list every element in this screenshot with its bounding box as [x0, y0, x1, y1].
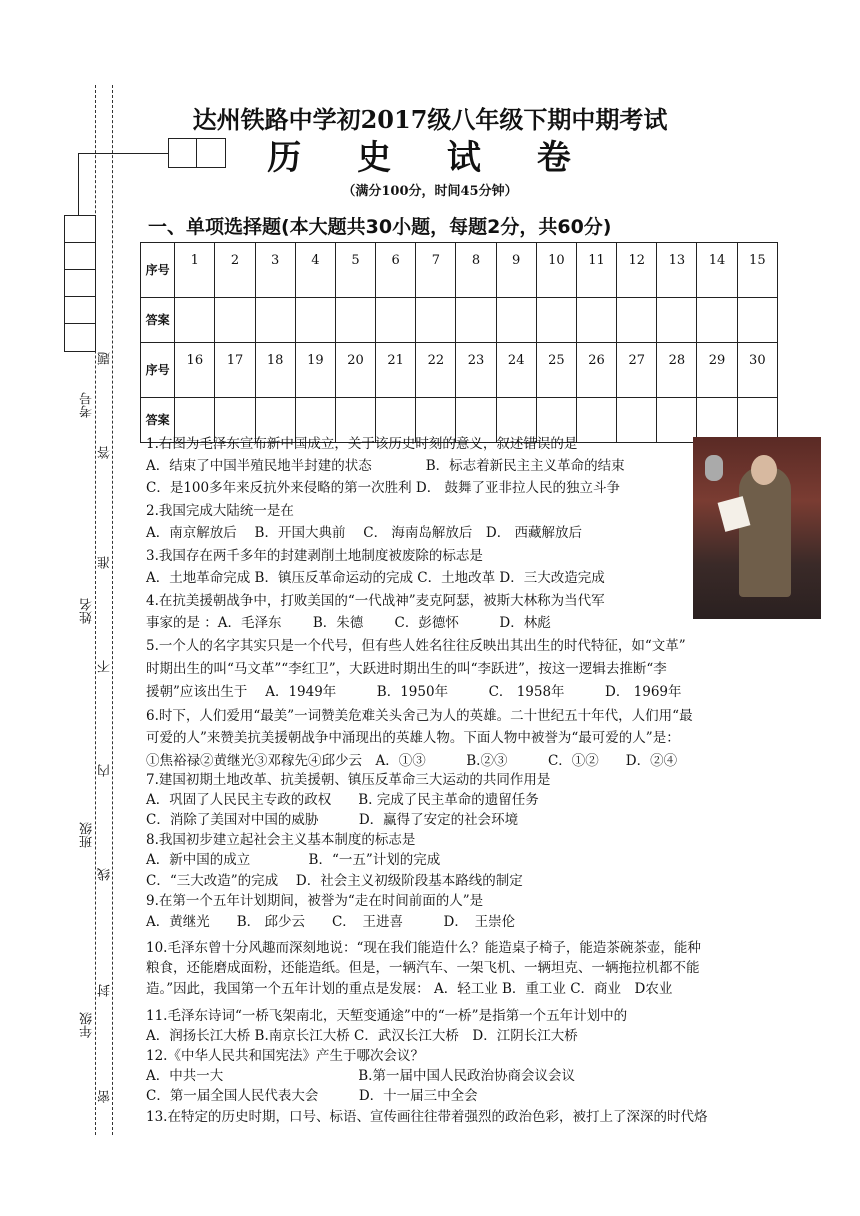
question-number-cell: 18 [255, 343, 295, 398]
question-line: 9.在第一个五年计划期间，被誉为“走在时间前面的人”是 [146, 893, 484, 909]
question-number-cell: 16 [175, 343, 215, 398]
table-row [141, 343, 778, 398]
row-header-number: 序号 [141, 243, 175, 298]
question-number-cell: 3 [255, 243, 295, 298]
seal-char: 封 [98, 984, 113, 997]
question-line: 可爱的人”来赞美抗美援朝战争中涌现出的英雄人物。下面人物中被誉为“最可爱的人”是： [146, 730, 680, 746]
question-option-line: A．巩固了人民民主专政的政权 B. 完成了民主革命的遗留任务 [146, 792, 539, 808]
question-number-cell: 12 [617, 243, 657, 298]
exam-id-label: 考号 [80, 392, 95, 418]
question-line: 1.右图为毛泽东宣布新中国成立，关于该历史时刻的意义，叙述错误的是 [146, 436, 578, 452]
question-option-line: 造。”因此，我国第一个五年计划的重点是发展： A．轻工业 B．重工业 C．商业 D农业 [146, 981, 673, 997]
section-heading: 一、单项选择题(本大题共30小题，每题2分，共60分) [148, 216, 612, 238]
question-option-line: C．是100多年来反抗外来侵略的第一次胜利 D． 鼓舞了亚非拉人民的独立斗争 [146, 480, 621, 496]
question-line: 8.我国初步建立起社会主义基本制度的标志是 [146, 832, 416, 848]
binding-dashed-line-inner [112, 85, 113, 1135]
seal-char: 答 [98, 446, 113, 459]
question-number-cell: 28 [657, 343, 697, 398]
question-line: 13.在特定的历史时期，口号、标语、宣传画往往带着强烈的政治色彩，被打上了深深的时代烙 [146, 1109, 708, 1125]
answer-table [140, 242, 778, 443]
answer-cell[interactable] [376, 298, 416, 343]
question-number-cell: 15 [737, 243, 777, 298]
question-number-cell: 23 [456, 343, 496, 398]
answer-cell[interactable] [657, 398, 697, 443]
question-line: 3.我国存在两千多年的封建剥削土地制度被废除的标志是 [146, 548, 483, 564]
table-row [141, 243, 778, 298]
answer-cell[interactable] [416, 298, 456, 343]
answer-cell[interactable] [496, 298, 536, 343]
question-line: 时期出生的叫“马文革”“李红卫”，大跃进时期出生的叫“李跃进”，按这一逻辑去推断“李 [146, 661, 667, 677]
answer-cell[interactable] [536, 298, 576, 343]
microphone-shape [705, 455, 723, 481]
answer-cell[interactable] [255, 298, 295, 343]
question-option-line: A．土地革命完成 B．镇压反革命运动的完成 C．土地改革 D．三大改造完成 [146, 570, 605, 586]
question-number-cell: 21 [376, 343, 416, 398]
answer-cell[interactable] [576, 298, 616, 343]
answer-cell[interactable] [576, 398, 616, 443]
question-number-cell: 10 [536, 243, 576, 298]
row-header-answer: 答案 [141, 298, 175, 343]
question-number-cell: 13 [657, 243, 697, 298]
question-number-cell: 7 [416, 243, 456, 298]
seal-char: 准 [98, 556, 113, 569]
question-number-cell: 25 [536, 343, 576, 398]
table-row [141, 298, 778, 343]
seal-char: 题 [98, 352, 113, 365]
answer-cell[interactable] [697, 398, 737, 443]
question-number-cell: 26 [576, 343, 616, 398]
name-label: 姓名 [80, 598, 95, 624]
question-number-cell: 19 [295, 343, 335, 398]
row-header-answer: 答案 [141, 398, 175, 443]
question-number-cell: 14 [697, 243, 737, 298]
question-option-line: C．消除了美国对中国的威胁 D．赢得了安定的社会环境 [146, 812, 519, 828]
question-number-cell: 1 [175, 243, 215, 298]
question-number-cell: 6 [376, 243, 416, 298]
answer-cell[interactable] [737, 298, 777, 343]
exam-note: （满分100分，时间45分钟） [342, 184, 518, 199]
answer-cell[interactable] [175, 298, 215, 343]
question-line: 12.《中华人民共和国宪法》产生于哪次会议？ [146, 1048, 424, 1064]
answer-cell[interactable] [617, 298, 657, 343]
question-option-line: A．南京解放后 B．开国大典前 C． 海南岛解放后 D． 西藏解放后 [146, 525, 582, 541]
answer-cell[interactable] [215, 298, 255, 343]
question-option-line: A．新中国的成立 B．“一五”计划的完成 [146, 852, 441, 868]
exam-title: 达州铁路中学初2017级八年级下期中期考试 [192, 105, 668, 134]
question-option-line: A．润扬长江大桥 B.南京长江大桥 C．武汉长江大桥 D．江阴长江大桥 [146, 1028, 578, 1044]
question-number-cell: 29 [697, 343, 737, 398]
question-number-cell: 20 [335, 343, 375, 398]
question-number-cell: 8 [456, 243, 496, 298]
answer-cell[interactable] [617, 398, 657, 443]
speaker-figure [739, 467, 791, 597]
seal-char: 内 [98, 764, 113, 777]
answer-cell[interactable] [657, 298, 697, 343]
answer-cell[interactable] [697, 298, 737, 343]
row-header-number: 序号 [141, 343, 175, 398]
question-number-cell: 30 [737, 343, 777, 398]
question-line: 5.一个人的名字其实只是一个代号，但有些人姓名往往反映出其出生的时代特征，如“文革” [146, 638, 686, 654]
question-line: 2.我国完成大陆统一是在 [146, 503, 294, 519]
seat-number-box[interactable] [64, 242, 96, 271]
question-option-line: C．“三大改造”的完成 D．社会主义初级阶段基本路线的制定 [146, 873, 523, 889]
answer-cell[interactable] [737, 398, 777, 443]
question-line: 10.毛泽东曾十分风趣而深刻地说：“现在我们能造什么？能造桌子椅子，能造茶碗茶壶，能种 [146, 940, 701, 956]
answer-cell[interactable] [335, 298, 375, 343]
seat-number-box[interactable] [64, 323, 96, 352]
question-number-cell: 24 [496, 343, 536, 398]
seal-char: 线 [98, 868, 113, 881]
question-line: 11.毛泽东诗词“一桥飞架南北，天堑变通途”中的“一桥”是指第一个五年计划中的 [146, 1008, 628, 1024]
question-number-cell: 11 [576, 243, 616, 298]
question-option-line: A．黄继光 B． 邱少云 C． 王进喜 D． 王崇伦 [146, 914, 516, 930]
question-number-cell: 27 [617, 343, 657, 398]
question-number-cell: 5 [335, 243, 375, 298]
seat-number-box[interactable] [64, 296, 96, 325]
answer-cell[interactable] [295, 298, 335, 343]
question-option-line: 援朝”应该出生于 A．1949年 B．1950年 C． 1958年 D． 1969年 [146, 684, 682, 700]
grade-label: 年级 [80, 1012, 95, 1038]
question-line: 6.时下，人们爱用“最美”一词赞美危难关头舍己为人的英雄。二十世纪五十年代，人们用“最 [146, 708, 693, 724]
question-number-cell: 22 [416, 343, 456, 398]
question-number-cell: 4 [295, 243, 335, 298]
question-option-line: A．结束了中国半殖民地半封建的状态 B．标志着新民主主义革命的结束 [146, 458, 625, 474]
question-option-line: 事家的是 ：A．毛泽东 B．朱德 C．彭德怀 D．林彪 [146, 615, 551, 631]
speaker-head [751, 455, 777, 485]
founding-ceremony-photo [693, 437, 821, 619]
seat-number-box[interactable] [64, 269, 96, 298]
seal-char: 不 [98, 660, 113, 673]
question-line: 7.建国初期土地改革、抗美援朝、镇压反革命三大运动的共同作用是 [146, 772, 551, 788]
question-option-line: ①焦裕禄②黄继光③邓稼先④邱少云 A．①③ B.②③ C．①② D．②④ [146, 753, 678, 769]
subject-title: 历 史 试 卷 [267, 138, 593, 178]
question-number-cell: 2 [215, 243, 255, 298]
question-number-cell: 17 [215, 343, 255, 398]
question-line: 粮食，还能磨成面粉，还能造纸。但是，一辆汽车、一架飞机、一辆坦克、一辆拖拉机都不能 [146, 960, 700, 976]
question-option-line: C．第一届全国人民代表大会 D．十一届三中全会 [146, 1088, 478, 1104]
seat-number-box[interactable] [64, 215, 96, 244]
question-number-cell: 9 [496, 243, 536, 298]
class-label: 班级 [80, 822, 95, 848]
answer-cell[interactable] [456, 298, 496, 343]
seal-char: 密 [98, 1090, 113, 1103]
question-option-line: A．中共一大 B.第一届中国人民政治协商会议会议 [146, 1068, 575, 1084]
question-line: 4.在抗美援朝战争中，打败美国的“一代战神”麦克阿瑟，被斯大林称为当代军 [146, 593, 605, 609]
